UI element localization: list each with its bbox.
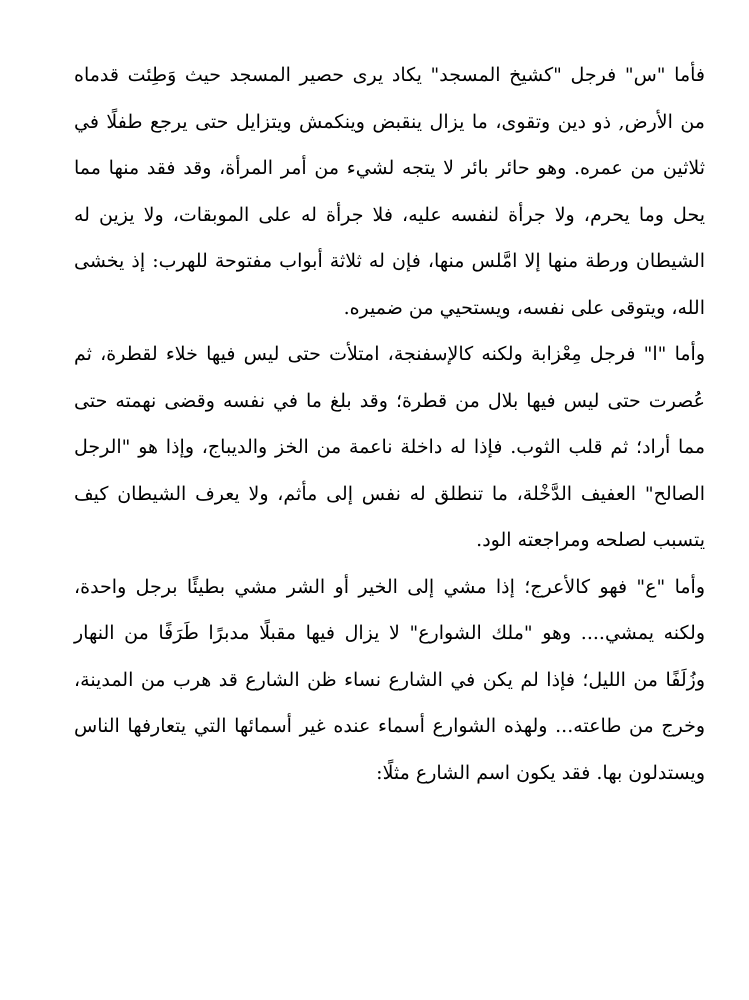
document-page xyxy=(0,52,749,796)
paragraph-2: وأما "ا" فرجل مِعْزابة ولكنه كالإسفنجة، امتلأت حتى ليس فيها خلاء لقطرة، ثم عُصرت حتى ليس فيها بلال من قطرة؛ وقد بلغ ما في نفسه وقضى نهمته حتى مما أراد؛ ثم قلب الثوب. فإذا له داخلة ناعمة من الخز والديباج، وإذا هو "الرجل الصالح" العفيف الدَّخْلة، ما تنطلق له نفس إلى مأثم، ولا يعرف الشيطان كيف يتسبب لصلحه ومراجعته الود. xyxy=(74,343,705,551)
paragraph-3: وأما "ع" فهو كالأعرج؛ إذا مشي إلى الخير أو الشر مشي بطيئًا برجل واحدة، ولكنه يمشي.... وهو "ملك الشوارع" لا يزال فيها مقبلًا مدبرًا طَرَفًا من النهار وزُلَفًا من الليل؛ فإذا لم يكن في الشارع نساء ظن الشارع قد هرب من المدينة، وخرج من طاعته... ولهذه الشوارع أسماء عنده غير أسمائها التي يتعارفها الناس ويستدلون بها. فقد يكون اسم الشارع مثلًا: xyxy=(74,575,705,784)
paragraph-1: فأما "س" فرجل "كشيخ المسجد" يكاد يرى حصير المسجد حيث وَطِئت قدماه من الأرض, ذو دين وتقوى، ما يزال ينقبض وينكمش ويتزايل حتى يرجع طفلًا في ثلاثين من عمره. وهو حائر بائر لا يتجه لشيء من أمر المرأة، وقد فقد منها مما يحل وما يحرم، ولا جرأة لنفسه عليه، فلا جرأة له على الموبقات، ولا يزين له الشيطان ورطة منها إلا امَّلس منها، فإن له ثلاثة أبواب مفتوحة للهرب: إذ يخشى الله، ويتوقى على نفسه، ويستحيي من ضميره. xyxy=(74,64,705,319)
